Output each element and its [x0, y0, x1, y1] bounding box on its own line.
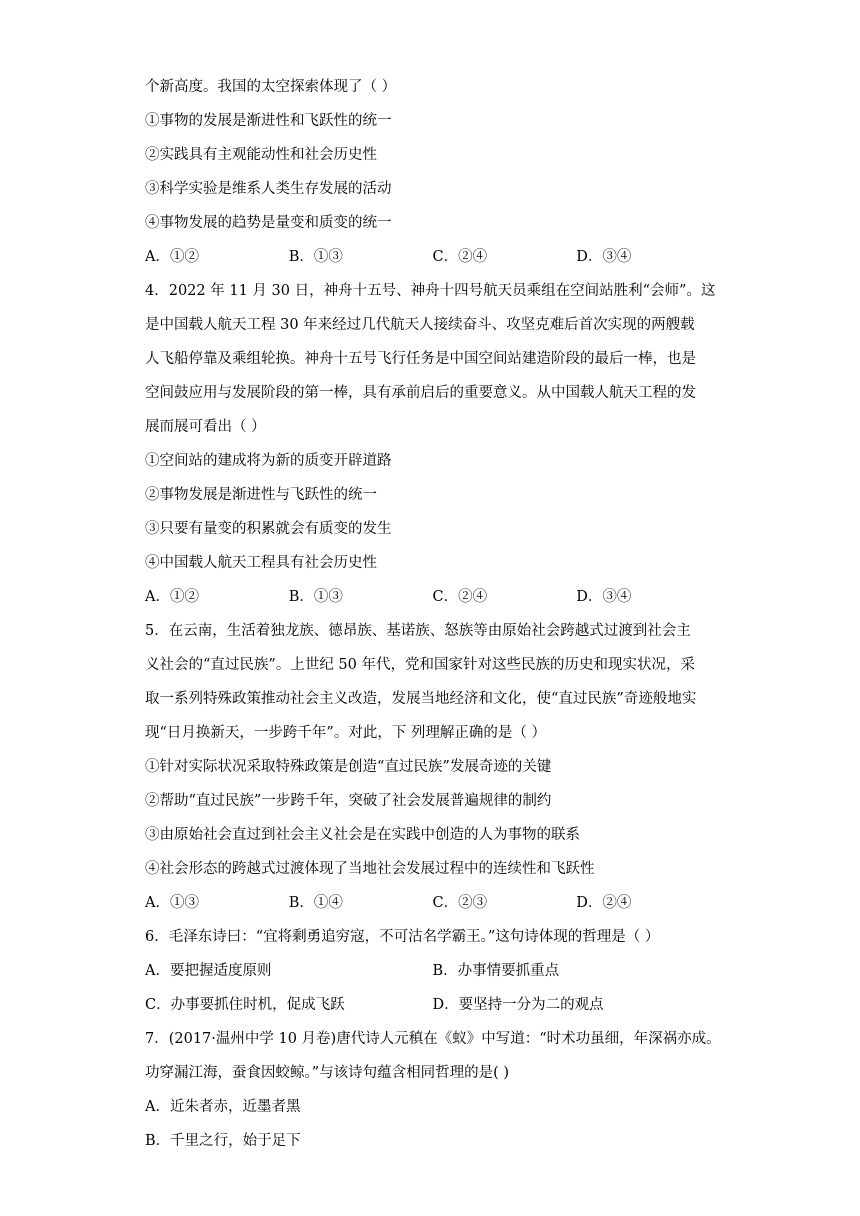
q3-item: ③科学实验是维系人类生存发展的活动	[145, 181, 392, 197]
q5-options	[145, 886, 720, 920]
q3-item: ④事物发展的趋势是量变和质变的统一	[145, 215, 392, 231]
q4-option-b: B．①③	[288, 589, 343, 605]
q7-stem-line: 功穿漏江海，蚕食因蛟鲸。”与该诗句蕴含相同哲理的是( )	[145, 1065, 510, 1081]
q7-option-b: B．千里之行，始于足下	[145, 1133, 301, 1149]
q3-option-c: C．②④	[432, 249, 488, 265]
q6-stem: 6．毛泽东诗曰：“宜将剩勇追穷寇，不可沽名学霸王。”这句诗体现的哲理是（ ）	[145, 929, 660, 945]
q5-item: ②帮助“直过民族”一步跨千年，突破了社会发展普遍规律的制约	[145, 793, 552, 809]
q7-option-a: A．近朱者赤，近墨者黑	[145, 1099, 301, 1115]
q4-options	[145, 580, 720, 614]
q3-options	[145, 240, 720, 274]
q6-option-d: D．要坚持一分为二的观点	[432, 997, 604, 1013]
q4-stem-line: 4．2022 年 11 月 30 日，神舟十五号、神舟十四号航天员乘组在空间站胜利“会师”。这	[145, 283, 716, 299]
q3-option-b: B．①③	[288, 249, 343, 265]
q4-item: ②事物发展是渐进性与飞跃性的统一	[145, 487, 377, 503]
question-list	[145, 70, 720, 1158]
q5-stem-line: 义社会的“直过民族”。上世纪 50 年代，党和国家针对这些民族的历史和现实状况，采	[145, 657, 695, 673]
q3-stem-tail: 个新高度。我国的太空探索体现了（ ）	[145, 79, 397, 95]
q4-item: ④中国载人航天工程具有社会历史性	[145, 555, 377, 571]
q3-option-a: A．①②	[145, 249, 199, 265]
q5-item: ①针对实际状况采取特殊政策是创造“直过民族”发展奇迹的关键	[145, 759, 552, 775]
q3-item: ①事物的发展是渐进性和飞跃性的统一	[145, 113, 392, 129]
q4-item: ③只要有量变的积累就会有质变的发生	[145, 521, 392, 537]
q5-item: ④社会形态的跨越式过渡体现了当地社会发展过程中的连续性和飞跃性	[145, 861, 595, 877]
q5-option-b: B．①④	[288, 895, 343, 911]
q6-option-b: B．办事情要抓重点	[432, 963, 560, 979]
q5-stem-line: 取一系列特殊政策推动社会主义改造，发展当地经济和文化，使“直过民族”奇迹般地实	[145, 691, 697, 707]
q4-option-a: A．①②	[145, 589, 199, 605]
q5-option-c: C．②③	[432, 895, 488, 911]
q5-stem-line: 5．在云南，生活着独龙族、德昂族、基诺族、怒族等由原始社会跨越式过渡到社会主	[145, 623, 691, 639]
q5-option-d: D．②④	[576, 895, 632, 911]
q7-stem-line: 7．(2017·温州中学 10 月卷)唐代诗人元稹在《蚁》中写道：“时术功虽细，年深祸亦成。	[145, 1031, 721, 1047]
q3-item: ②实践具有主观能动性和社会历史性	[145, 147, 377, 163]
q5-option-a: A．①③	[145, 895, 199, 911]
q3-option-d: D．③④	[576, 249, 632, 265]
q4-option-d: D．③④	[576, 589, 632, 605]
q6-options-row-2	[145, 988, 720, 1022]
q4-stem-line: 展而展可看出（ ）	[145, 419, 266, 435]
q4-stem-line: 人飞船停靠及乘组轮换。神舟十五号飞行任务是中国空间站建造阶段的最后一棒，也是	[145, 351, 696, 367]
q5-stem-line: 现“日月换新天，一步跨千年”。对此，下 列理解正确的是（ ）	[145, 725, 547, 741]
q4-option-c: C．②④	[432, 589, 488, 605]
q4-item: ①空间站的建成将为新的质变开辟道路	[145, 453, 392, 469]
q4-stem-line: 空间鼓应用与发展阶段的第一棒，具有承前启后的重要意义。从中国载人航天工程的发	[145, 385, 696, 401]
q6-option-c: C．办事要抓住时机，促成飞跃	[145, 997, 345, 1013]
q5-item: ③由原始社会直过到社会主义社会是在实践中创造的人为事物的联系	[145, 827, 580, 843]
q6-option-a: A．要把握适度原则	[145, 963, 272, 979]
q6-options-row-1	[145, 954, 720, 988]
q4-stem-line: 是中国载人航天工程 30 年来经过几代航天人接续奋斗、攻坚克难后首次实现的两艘载	[145, 317, 695, 333]
